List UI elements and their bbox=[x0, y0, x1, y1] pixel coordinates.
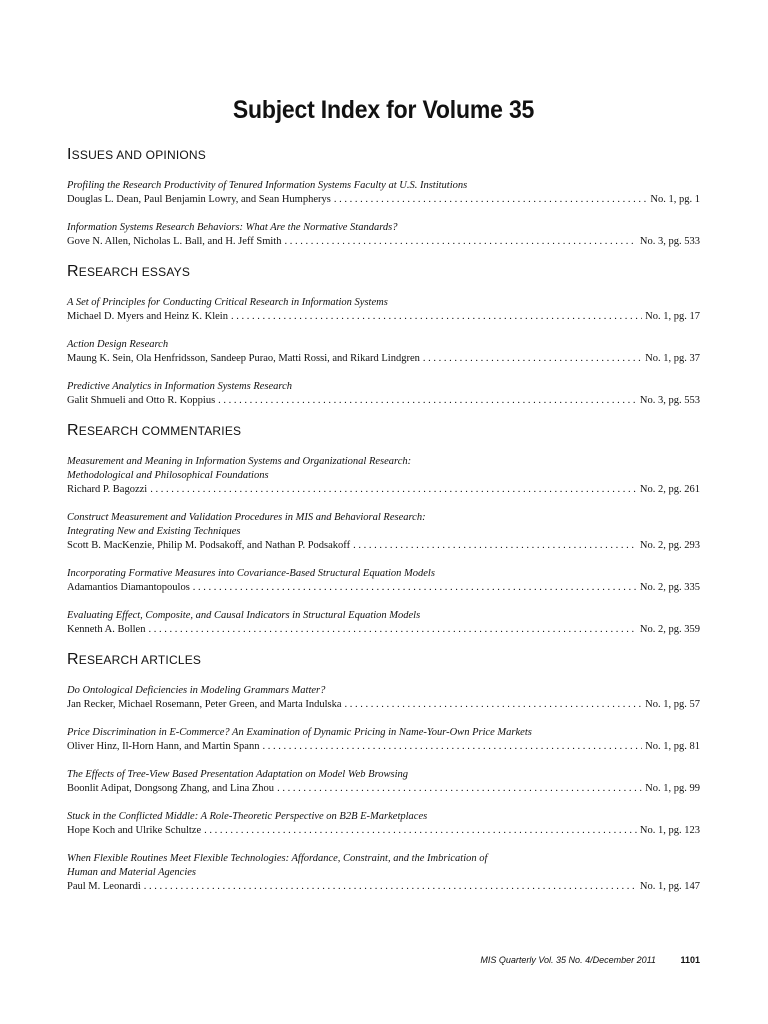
dot-leader bbox=[353, 539, 637, 553]
dot-leader bbox=[284, 235, 636, 249]
entry-authors: Gove N. Allen, Nicholas L. Ball, and H. Jeff Smith bbox=[67, 236, 282, 247]
footer-journal: MIS Quarterly Vol. 35 No. 4/December 2011 bbox=[480, 955, 656, 965]
entry-line bbox=[67, 310, 700, 324]
entry-issue-page-ref: No. 3, pg. 553 bbox=[639, 395, 700, 406]
dot-leader bbox=[231, 310, 642, 324]
index-entry bbox=[67, 852, 700, 894]
entry-line bbox=[67, 352, 700, 366]
entry-authors: Maung K. Sein, Ola Henfridsson, Sandeep Purao, Matti Rossi, and Rikard Lindgren bbox=[67, 353, 420, 364]
index-entry bbox=[67, 810, 700, 838]
entry-line bbox=[67, 539, 700, 553]
entry-title: A Set of Principles for Conducting Critical Research in Information Systems bbox=[67, 297, 388, 308]
index-entry bbox=[67, 338, 700, 366]
section bbox=[67, 651, 700, 894]
section bbox=[67, 263, 700, 408]
entry-title: Price Discrimination in E-Commerce? An Examination of Dynamic Pricing in Name-Your-Own Price Markets bbox=[67, 727, 532, 738]
section-heading: RESEARCH ESSAYS bbox=[67, 263, 191, 280]
entry-line bbox=[67, 235, 700, 249]
dot-leader bbox=[218, 394, 637, 408]
entry-title: Do Ontological Deficiencies in Modeling Grammars Matter? bbox=[67, 685, 326, 696]
entry-title: Incorporating Formative Measures into Covariance-Based Structural Equation Models bbox=[67, 568, 435, 579]
entry-authors: Richard P. Bagozzi bbox=[67, 484, 148, 495]
entry-title: Predictive Analytics in Information Systems Research bbox=[67, 381, 293, 392]
entry-issue-page-ref: No. 1, pg. 17 bbox=[645, 311, 700, 322]
page-footer bbox=[400, 955, 700, 965]
entry-authors: Adamantios Diamantopoulos bbox=[67, 582, 190, 593]
entry-line bbox=[67, 483, 700, 497]
dot-leader bbox=[334, 193, 648, 207]
index-entry bbox=[67, 179, 700, 207]
entry-issue-page-ref: No. 1, pg. 1 bbox=[650, 194, 700, 205]
subject-index-page bbox=[67, 96, 700, 908]
index-entry bbox=[67, 567, 700, 595]
index-entry bbox=[67, 609, 700, 637]
dot-leader bbox=[148, 623, 636, 637]
entry-authors: Boonlit Adipat, Dongsong Zhang, and Lina Zhou bbox=[67, 783, 275, 794]
section bbox=[67, 146, 700, 249]
index-entry bbox=[67, 511, 700, 553]
entry-authors: Paul M. Leonardi bbox=[67, 881, 141, 892]
entry-authors: Oliver Hinz, Il-Horn Hann, and Martin Spann bbox=[67, 741, 260, 752]
dot-leader bbox=[204, 824, 637, 838]
entry-issue-page-ref: No. 1, pg. 37 bbox=[645, 353, 700, 364]
entry-issue-page-ref: No. 2, pg. 335 bbox=[639, 582, 700, 593]
entry-title: Information Systems Research Behaviors: What Are the Normative Standards? bbox=[67, 222, 398, 233]
page-title: Subject Index for Volume 35 bbox=[232, 96, 535, 124]
dot-leader bbox=[345, 698, 643, 712]
entry-issue-page-ref: No. 1, pg. 99 bbox=[645, 783, 700, 794]
section-heading: RESEARCH ARTICLES bbox=[67, 651, 202, 668]
entry-authors: Galit Shmueli and Otto R. Koppius bbox=[67, 395, 216, 406]
entry-title: The Effects of Tree-View Based Presentation Adaptation on Model Web Browsing bbox=[67, 769, 409, 780]
entry-title: Stuck in the Conflicted Middle: A Role-Theoretic Perspective on B2B E-Marketplaces bbox=[67, 811, 428, 822]
section-heading: RESEARCH COMMENTARIES bbox=[67, 422, 242, 439]
entry-issue-page-ref: No. 1, pg. 123 bbox=[639, 825, 700, 836]
entry-issue-page-ref: No. 1, pg. 57 bbox=[645, 699, 700, 710]
dot-leader bbox=[423, 352, 642, 366]
entry-line bbox=[67, 394, 700, 408]
entry-title: Action Design Research bbox=[67, 339, 169, 350]
index-entry bbox=[67, 455, 700, 497]
entry-authors: Jan Recker, Michael Rosemann, Peter Green, and Marta Indulska bbox=[67, 699, 342, 710]
index-entry bbox=[67, 296, 700, 324]
entry-issue-page-ref: No. 1, pg. 147 bbox=[639, 881, 700, 892]
section bbox=[67, 422, 700, 637]
entry-title: Evaluating Effect, Composite, and Causal Indicators in Structural Equation Models bbox=[67, 610, 421, 621]
entry-issue-page-ref: No. 1, pg. 81 bbox=[645, 741, 700, 752]
index-entry bbox=[67, 768, 700, 796]
entry-issue-page-ref: No. 2, pg. 293 bbox=[639, 540, 700, 551]
entry-line bbox=[67, 782, 700, 796]
entry-line bbox=[67, 623, 700, 637]
entry-issue-page-ref: No. 2, pg. 359 bbox=[639, 624, 700, 635]
dot-leader bbox=[193, 581, 637, 595]
entry-line bbox=[67, 880, 700, 894]
entry-line bbox=[67, 698, 700, 712]
entry-issue-page-ref: No. 2, pg. 261 bbox=[639, 484, 700, 495]
entry-line bbox=[67, 193, 700, 207]
index-entry bbox=[67, 380, 700, 408]
entry-line bbox=[67, 740, 700, 754]
dot-leader bbox=[150, 483, 637, 497]
entry-line bbox=[67, 581, 700, 595]
entry-authors: Douglas L. Dean, Paul Benjamin Lowry, and Sean Humpherys bbox=[67, 194, 331, 205]
index-entry bbox=[67, 726, 700, 754]
index-entry bbox=[67, 684, 700, 712]
entry-title: Profiling the Research Productivity of Tenured Information Systems Faculty at U.S. Institutions bbox=[67, 180, 468, 191]
sections-container bbox=[67, 146, 700, 894]
dot-leader bbox=[144, 880, 637, 894]
index-entry bbox=[67, 221, 700, 249]
section-heading: ISSUES AND OPINIONS bbox=[67, 146, 206, 163]
entry-authors: Hope Koch and Ulrike Schultze bbox=[67, 825, 202, 836]
entry-authors: Scott B. MacKenzie, Philip M. Podsakoff, and Nathan P. Podsakoff bbox=[67, 540, 351, 551]
entry-line bbox=[67, 824, 700, 838]
entry-authors: Kenneth A. Bollen bbox=[67, 624, 146, 635]
dot-leader bbox=[262, 740, 642, 754]
entry-title: Measurement and Meaning in Information Systems and Organizational Research: Methodological and Philosophical Foundations bbox=[67, 456, 412, 481]
entry-authors: Michael D. Myers and Heinz K. Klein bbox=[67, 311, 228, 322]
dot-leader bbox=[277, 782, 642, 796]
entry-title: When Flexible Routines Meet Flexible Technologies: Affordance, Constraint, and the Imbrication of Human and Material Agencies bbox=[67, 853, 488, 878]
entry-title: Construct Measurement and Validation Procedures in MIS and Behavioral Research: Integrating New and Existing Techniques bbox=[67, 512, 426, 537]
entry-issue-page-ref: No. 3, pg. 533 bbox=[639, 236, 700, 247]
footer-page-number: 1101 bbox=[680, 955, 700, 965]
